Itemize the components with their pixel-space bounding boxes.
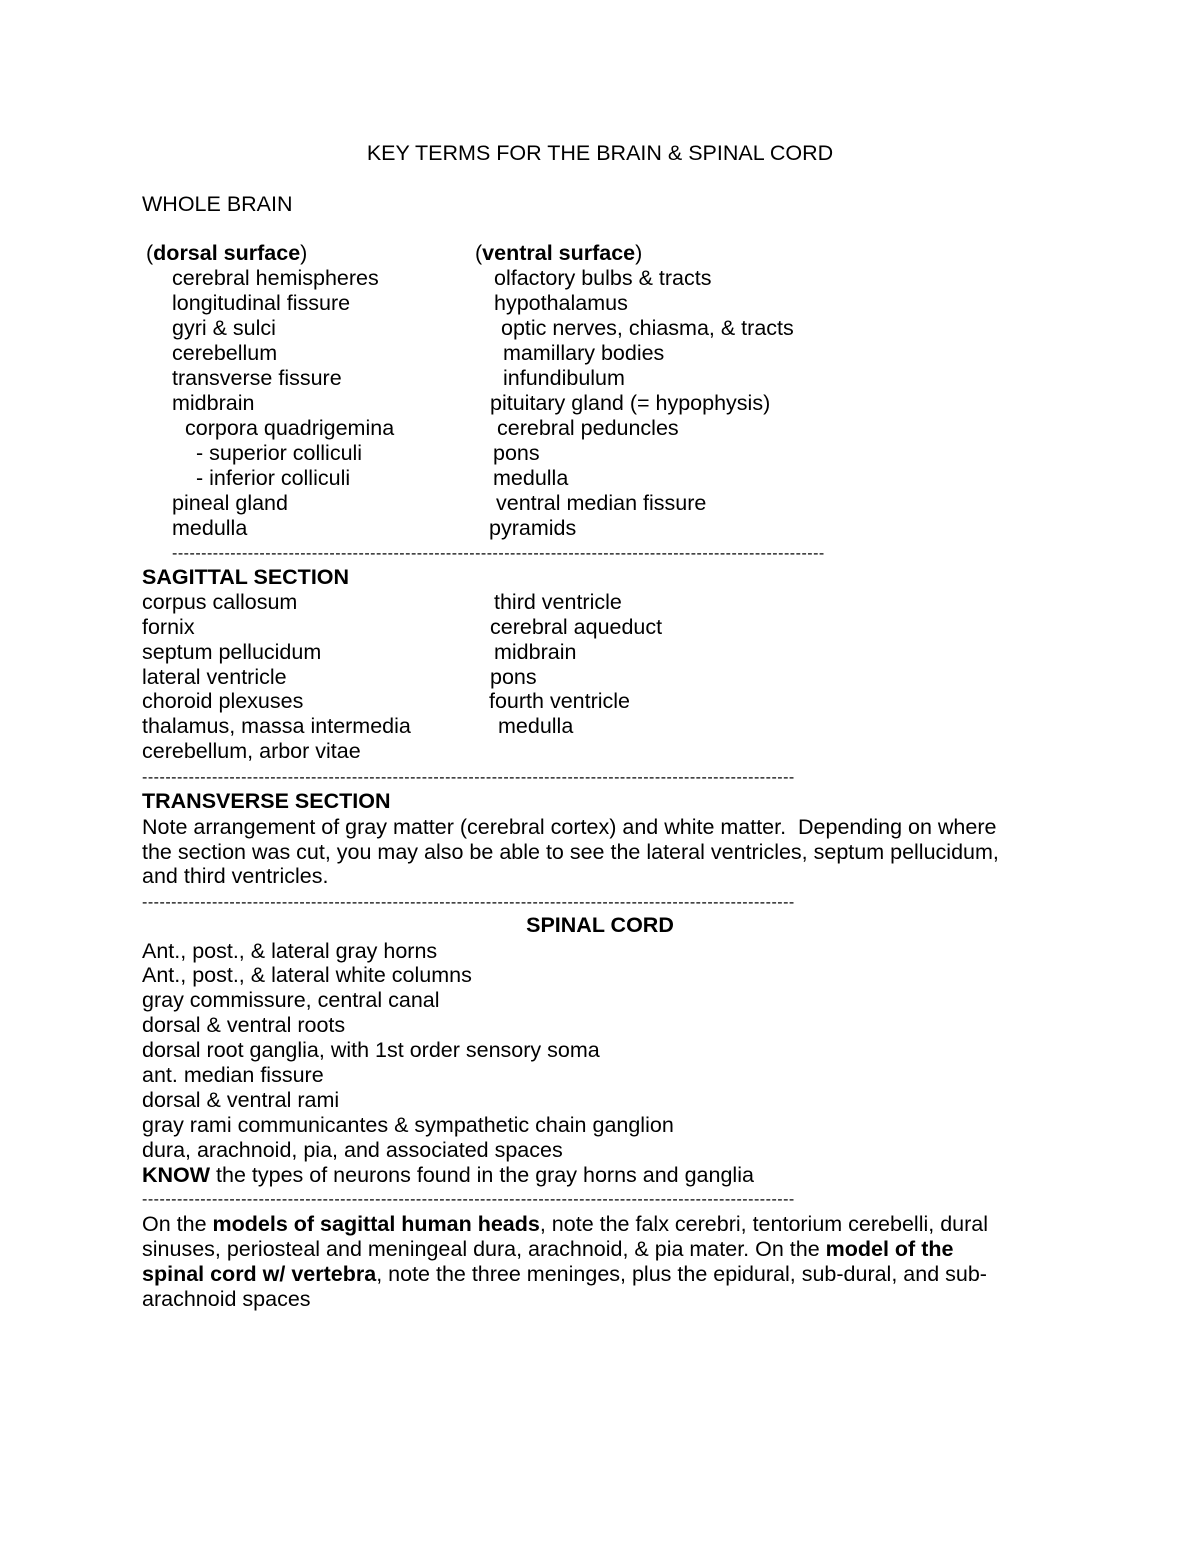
list-item: choroid plexuses (142, 689, 304, 713)
dorsal-surface-header: (dorsal surface) (146, 241, 308, 265)
list-item: dorsal & ventral roots (142, 1013, 346, 1037)
models-line: arachnoid spaces (142, 1287, 311, 1311)
list-item: dura, arachnoid, pia, and associated spaces (142, 1138, 563, 1162)
list-item: optic nerves, chiasma, & tracts (501, 316, 794, 340)
list-item: corpus callosum (142, 590, 298, 614)
list-item: pituitary gland (= hypophysis) (490, 391, 771, 415)
list-item: third ventricle (494, 590, 622, 614)
divider: ---------------------------------------------------------------------------------------------------------------- (142, 770, 795, 786)
list-item: medulla (172, 516, 248, 540)
list-item: pons (493, 441, 540, 465)
list-item: dorsal root ganglia, with 1st order sensory soma (142, 1038, 600, 1062)
list-item: midbrain (494, 640, 577, 664)
list-item: olfactory bulbs & tracts (494, 266, 712, 290)
list-item: fourth ventricle (489, 689, 631, 713)
list-item: cerebral peduncles (497, 416, 679, 440)
know-line: KNOW the types of neurons found in the gray horns and ganglia (142, 1163, 754, 1187)
models-line: spinal cord w/ vertebra, note the three meninges, plus the epidural, sub-dural, and sub- (142, 1262, 987, 1286)
spinal-cord-heading: SPINAL CORD (526, 913, 674, 937)
list-item: Ant., post., & lateral white columns (142, 963, 472, 987)
list-item: ventral median fissure (496, 491, 707, 515)
list-item: cerebellum, arbor vitae (142, 739, 361, 763)
list-item: infundibulum (503, 366, 625, 390)
divider: ---------------------------------------------------------------------------------------------------------------- (172, 546, 825, 562)
list-item: Ant., post., & lateral gray horns (142, 939, 438, 963)
list-item: cerebral aqueduct (490, 615, 663, 639)
transverse-heading: TRANSVERSE SECTION (142, 789, 391, 813)
list-item: pyramids (489, 516, 577, 540)
models-line: On the models of sagittal human heads, note the falx cerebri, tentorium cerebelli, dural (142, 1212, 988, 1236)
list-item: midbrain (172, 391, 255, 415)
list-item: dorsal & ventral rami (142, 1088, 340, 1112)
list-item: corpora quadrigemina (185, 416, 395, 440)
list-item: lateral ventricle (142, 665, 287, 689)
list-item: fornix (142, 615, 195, 639)
transverse-text-line: the section was cut, you may also be able to see the lateral ventricles, septum pellucidum, (142, 840, 999, 864)
divider: ---------------------------------------------------------------------------------------------------------------- (142, 1192, 795, 1208)
list-item: pineal gland (172, 491, 288, 515)
list-item: medulla (498, 714, 574, 738)
ventral-surface-header: (ventral surface) (475, 241, 643, 265)
list-item: gray rami communicantes & sympathetic chain ganglion (142, 1113, 674, 1137)
list-item: hypothalamus (494, 291, 628, 315)
list-item: transverse fissure (172, 366, 342, 390)
page-title: KEY TERMS FOR THE BRAIN & SPINAL CORD (366, 141, 834, 165)
list-item: - superior colliculi (196, 441, 363, 465)
list-item: pons (490, 665, 537, 689)
list-item: thalamus, massa intermedia (142, 714, 411, 738)
transverse-text-line: and third ventricles. (142, 864, 329, 888)
list-item: gyri & sulci (172, 316, 276, 340)
list-item: cerebral hemispheres (172, 266, 379, 290)
sagittal-heading: SAGITTAL SECTION (142, 565, 350, 589)
list-item: longitudinal fissure (172, 291, 351, 315)
list-item: septum pellucidum (142, 640, 322, 664)
list-item: gray commissure, central canal (142, 988, 440, 1012)
models-line: sinuses, periosteal and meningeal dura, arachnoid, & pia mater. On the model of the (142, 1237, 954, 1261)
list-item: cerebellum (172, 341, 278, 365)
whole-brain-heading: WHOLE BRAIN (142, 192, 293, 216)
list-item: ant. median fissure (142, 1063, 324, 1087)
list-item: - inferior colliculi (196, 466, 351, 490)
list-item: medulla (493, 466, 569, 490)
transverse-text-line: Note arrangement of gray matter (cerebral cortex) and white matter. Depending on where (142, 815, 997, 839)
list-item: mamillary bodies (503, 341, 665, 365)
divider: ---------------------------------------------------------------------------------------------------------------- (142, 895, 795, 911)
